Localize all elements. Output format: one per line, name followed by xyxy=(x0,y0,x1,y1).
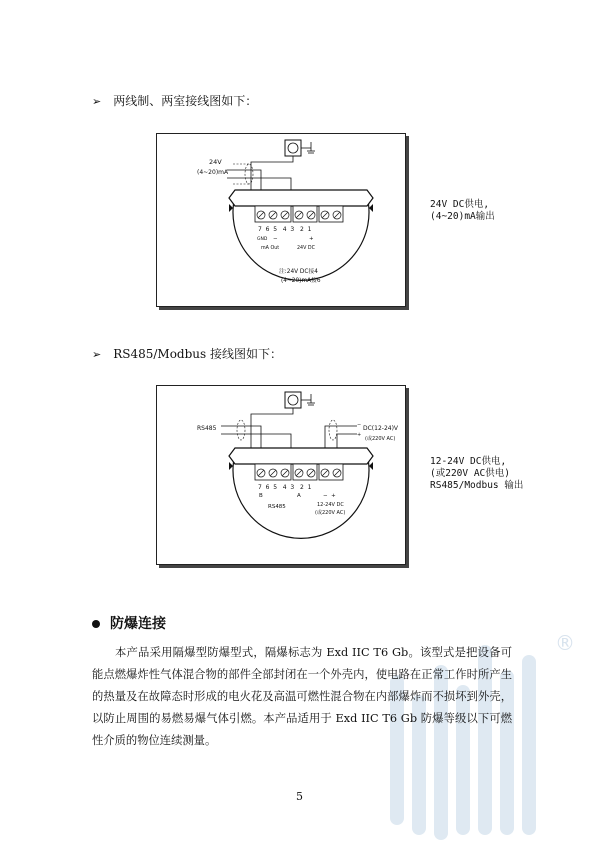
minus-label: − xyxy=(273,236,278,242)
dc-bottom-label: 12-24V DC xyxy=(317,502,344,508)
diagram-note-2: (4~20)mA接6 xyxy=(281,278,321,284)
ma-out-label: mA Out xyxy=(261,246,280,251)
signal-ma-label: (4~20)mA xyxy=(197,169,229,176)
note-rs485 xyxy=(430,456,523,492)
arrow-bullet-icon: ➢ xyxy=(92,95,102,108)
bullet-rs485 xyxy=(92,347,282,362)
rs485-input-label: RS485 xyxy=(197,425,217,432)
section-title: 防爆连接 xyxy=(110,616,166,632)
ac-bottom-label: (或220V AC) xyxy=(315,510,346,516)
plus-label: + xyxy=(309,236,314,242)
body-paragraph xyxy=(92,642,512,752)
power-polarity-label: − + xyxy=(323,493,336,499)
body-paragraph-text: 本产品采用隔爆型防爆型式，隔爆标志为 Exd IIC T6 Gb。该型式是把设备可能点燃爆炸性气体混合物的部件全部封闭在一个外壳内，使电路在正常工作时所产生的热量及在故障态时形成的电火花及高温可燃性混合物在内部爆炸而不损坏到外壳，以防止周围的易燃易爆气体引燃。本产品适用于 Exd IIC T6 Gb 防爆等级以下可燃性介质的物位连续测量。 xyxy=(92,646,512,747)
terminal-numbers: 7 6 5 4 3 2 1 xyxy=(258,484,312,491)
diagram-note-1: 注:24V DC接4 xyxy=(279,269,318,275)
dc-range-label: DC(12-24)V xyxy=(363,425,399,432)
round-bullet-icon xyxy=(92,620,100,628)
note-two-wire xyxy=(430,199,495,223)
note-rs485-line-3: RS485/Modbus 输出 xyxy=(430,480,524,491)
wiring-diagram-two-wire-svg xyxy=(157,134,405,306)
ac-alt-label: (或220V AC) xyxy=(365,436,396,442)
bullet-two-wire-text: 两线制、两室接线图如下： xyxy=(113,94,258,108)
bullet-rs485-text: RS485/Modbus 接线图如下： xyxy=(113,347,282,361)
registered-mark: ® xyxy=(555,631,575,655)
note-two-wire-line-2: (4~20)mA输出 xyxy=(430,211,495,222)
wiring-diagram-two-wire xyxy=(156,133,406,307)
terminal-a-label: A xyxy=(297,493,301,499)
note-rs485-line-2: (或220V AC供电) xyxy=(430,468,510,479)
note-rs485-line-1: 12-24V DC供电, xyxy=(430,456,507,467)
bullet-two-wire xyxy=(92,94,257,109)
wiring-diagram-rs485-svg xyxy=(157,386,405,564)
page-number xyxy=(296,790,303,803)
terminal-numbers: 7 6 5 4 3 2 1 xyxy=(258,226,312,233)
signal-24v-label: 24V xyxy=(209,158,222,166)
gnd-label: GND xyxy=(257,237,268,242)
section-heading xyxy=(92,616,166,632)
page-number-text: 5 xyxy=(296,790,303,803)
power-plus-mark: + xyxy=(357,432,362,438)
dc-24v-label: 24V DC xyxy=(297,246,315,251)
note-two-wire-line-1: 24V DC供电, xyxy=(430,199,490,210)
terminal-b-label: B xyxy=(259,493,263,499)
power-minus-mark: − xyxy=(357,422,362,428)
arrow-bullet-icon: ➢ xyxy=(92,348,102,361)
rs485-terminal-label: RS485 xyxy=(268,504,286,510)
wiring-diagram-rs485 xyxy=(156,385,406,565)
